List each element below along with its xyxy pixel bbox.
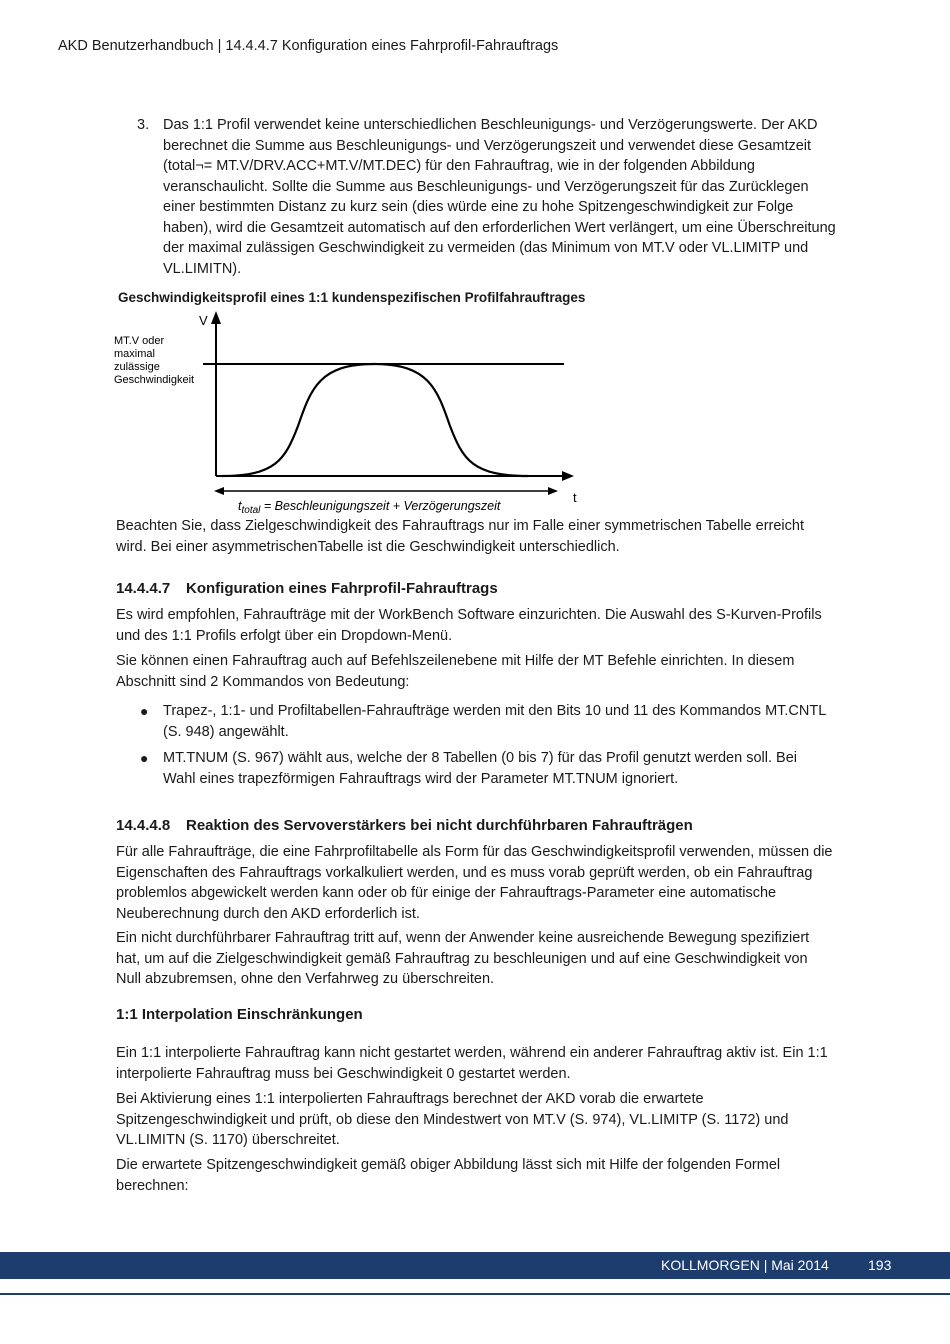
bullet-text: MT.TNUM (S. 967) wählt aus, welche der 8 Tabellen (0 bis 7) für das Profil genutzt werden soll. Bei Wahl eines trapezförmigen Fahrauftrags wird der Parameter MT.TNUM ignoriert. xyxy=(163,750,797,787)
axis-label-v: V xyxy=(199,313,208,328)
footer-brand: KOLLMORGEN | Mai 2014 xyxy=(661,1257,829,1273)
item-text: Das 1:1 Profil verwendet keine unterschiedlichen Beschleunigungs- und Verzögerungswerte. Der AKD berechnet die Summe aus Beschleunigungs- und Verzögerungszeit und verwendet diese Gesamtzeit (total¬= MT.V/DRV.ACC+MT.V/MT.DEC) für den Fahrauftrag, wie in der folgenden Abbildung veranschaulicht. Sollte die Summe aus Beschleunigungs- und Verzögerungszeit für das Zurücklegen einer bestimmten Distanz zu kurz sein (dies würde eine zu hohe Spitzengeschwindigkeit zur Folge haben), wird die Gesamtzeit automatisch auf den erforderlichen Wert verlängert, um eine Überschreitung der maximal zulässigen Geschwindigkeit zu vermeiden (das Minimum von MT.V oder VL.LIMITP und VL.LIMITN). xyxy=(163,117,836,277)
section3-paragraph-1: Ein 1:1 interpolierte Fahrauftrag kann nicht gestartet werden, während ein anderer Fahrauftrag aktiv ist. Ein 1:1 interpolierte Fahrauftrag muss bei Geschwindigkeit 0 gestartet werden. xyxy=(116,1045,828,1082)
bullet-dot: ● xyxy=(140,750,149,766)
page-number: 193 xyxy=(868,1257,892,1273)
section-number: 14.4.4.8 xyxy=(116,817,171,834)
section2-paragraph-2: Ein nicht durchführbarer Fahrauftrag tritt auf, wenn der Anwender keine ausreichende Bewegung spezifiziert hat, um auf die Zielgeschwindigkeit gemäß Fahrauftrag zu beschleunigen und auf eine Geschwindigkeit von Null abzubremsen, ohne den Verfahrweg zu überschreiten. xyxy=(116,930,810,987)
figure-note: Beachten Sie, dass Zielgeschwindigkeit des Fahrauftrags nur im Falle einer symmetrischen Tabelle erreicht wird. Bei einer asymmetrischenTabelle ist die Geschwindigkeit unterschiedlich. xyxy=(116,518,804,555)
subsection-heading: 1:1 Interpolation Einschränkungen xyxy=(116,1006,363,1023)
page-header: AKD Benutzerhandbuch | 14.4.4.7 Konfiguration eines Fahrprofil-Fahrauftrags xyxy=(58,38,559,54)
section3-paragraph-2: Bei Aktivierung eines 1:1 interpolierten Fahrauftrags berechnet der AKD vorab die erwartete Spitzengeschwindigkeit und prüft, ob diese den Mindestwert von MT.V (S. 974), VL.LIMITP (S. 1172) und VL.LIMITN (S. 1170) überschreitet. xyxy=(116,1091,789,1148)
footer-bar xyxy=(0,1252,950,1279)
max-label-line3: zulässige xyxy=(114,361,160,373)
section1-paragraph-1: Es wird empfohlen, Fahraufträge mit der WorkBench Software einzurichten. Die Auswahl des S-Kurven-Profils und des 1:1 Profils erfolgt über ein Dropdown-Menü. xyxy=(116,607,822,644)
y-axis-arrow xyxy=(211,311,221,324)
ttotal-arrow-right xyxy=(548,487,558,495)
footer-rule xyxy=(0,1293,950,1295)
item-number: 3. xyxy=(137,117,150,133)
section-title: Konfiguration eines Fahrprofil-Fahrauftrags xyxy=(186,580,498,597)
section-heading-14447 xyxy=(116,580,836,597)
section2-paragraph-1: Für alle Fahraufträge, die eine Fahrprofiltabelle als Form für das Geschwindigkeitsprofil verwenden, müssen die Eigenschaften des Fahrauftrags vorkalkuliert werden, und es muss vorab geprüft werden, ob ein Fahrauftrag problemlos abgewickelt werden kann oder ob für einige der Fahrauftrags-Parameter eine automatische Neuberechnung durch den AKD erforderlich ist. xyxy=(116,844,833,922)
axis-label-t: t xyxy=(573,490,577,505)
section-heading-14448 xyxy=(116,817,836,834)
x-axis-arrow xyxy=(562,471,574,481)
velocity-profile-diagram xyxy=(110,308,590,518)
section-number: 14.4.4.7 xyxy=(116,580,171,597)
max-label-line2: maximal xyxy=(114,348,155,360)
bullet-text: Trapez-, 1:1- und Profiltabellen-Fahraufträge werden mit den Bits 10 und 11 des Kommandos MT.CNTL (S. 948) angewählt. xyxy=(163,703,826,740)
ttotal-arrow-left xyxy=(214,487,224,495)
bullet-dot: ● xyxy=(140,703,149,719)
max-label-line1: MT.V oder xyxy=(114,335,165,347)
section3-paragraph-3: Die erwartete Spitzengeschwindigkeit gemäß obiger Abbildung lässt sich mit Hilfe der folgenden Formel berechnen: xyxy=(116,1157,781,1194)
figure-title: Geschwindigkeitsprofil eines 1:1 kundenspezifischen Profilfahrauftrages xyxy=(118,290,586,305)
velocity-curve xyxy=(222,364,528,476)
velocity-profile-figure xyxy=(110,308,590,523)
ttotal-label: $t_{total}$ = Beschleunigungszeit + Verzögerungszeit xyxy=(238,499,501,516)
section1-paragraph-2: Sie können einen Fahrauftrag auch auf Befehlszeilenebene mit Hilfe der MT Befehle einrichten. In diesem Abschnitt sind 2 Kommandos von Bedeutung: xyxy=(116,653,795,690)
max-label-line4: Geschwindigkeit xyxy=(114,374,195,386)
section-title: Reaktion des Servoverstärkers bei nicht durchführbaren Fahraufträgen xyxy=(186,817,693,834)
